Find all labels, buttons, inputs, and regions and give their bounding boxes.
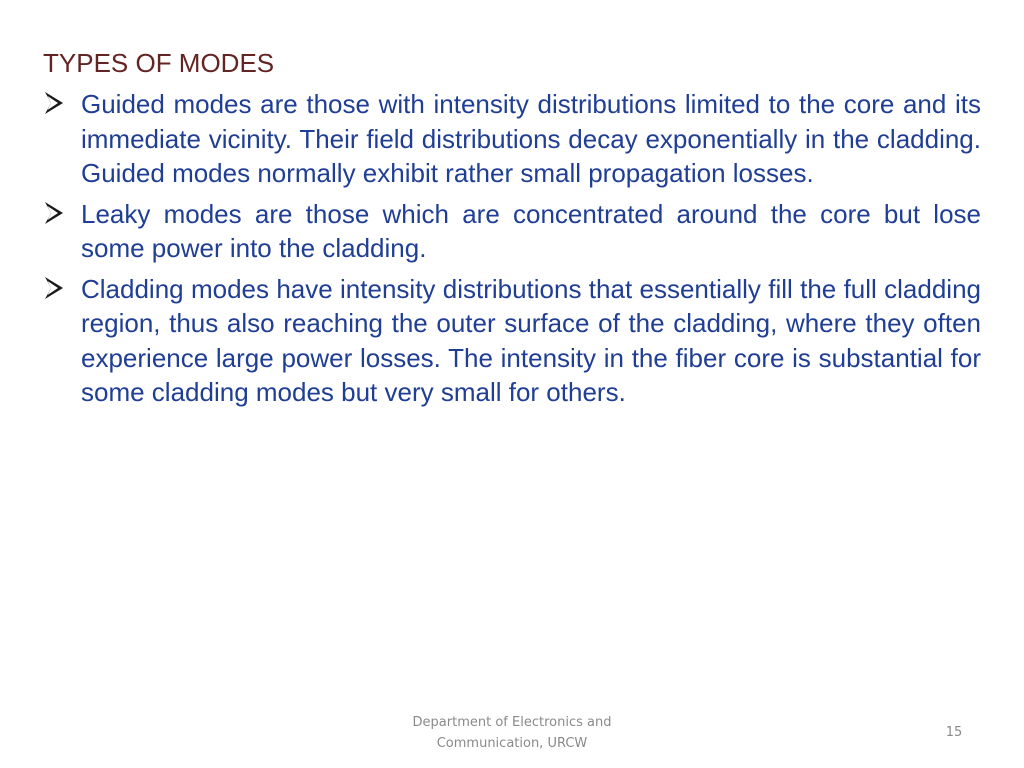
- slide-title: TYPES OF MODES: [43, 48, 275, 78]
- arrow-bullet-icon: [43, 90, 65, 116]
- bullet-text: Leaky modes are those which are concentrated around the core but lose some power into the cladding.: [81, 198, 981, 263]
- bullet-item-leaky-modes: [43, 197, 981, 266]
- bullet-item-cladding-modes: [43, 272, 981, 410]
- footer-department: [362, 712, 662, 754]
- bullet-text: Cladding modes have intensity distributions that essentially fill the full cladding region, thus also reaching the outer surface of the cladding, where they often experience large power losses. The intensity in the fiber core is substantial for some cladding modes but very small for others.: [81, 273, 981, 407]
- page-number: 15: [945, 725, 963, 740]
- footer-department-line1: Department of Electronics and: [412, 715, 612, 730]
- bullet-list: [43, 87, 981, 416]
- bullet-text: Guided modes are those with intensity distributions limited to the core and its immediate vicinity. Their field distributions decay exponentially in the cladding. Guided modes normally exhibit rather small propagation losses.: [81, 89, 981, 188]
- bullet-item-guided-modes: [43, 87, 981, 191]
- arrow-bullet-icon: [43, 200, 65, 226]
- footer-department-line2: Communication, URCW: [436, 736, 588, 751]
- arrow-bullet-icon: [43, 275, 65, 301]
